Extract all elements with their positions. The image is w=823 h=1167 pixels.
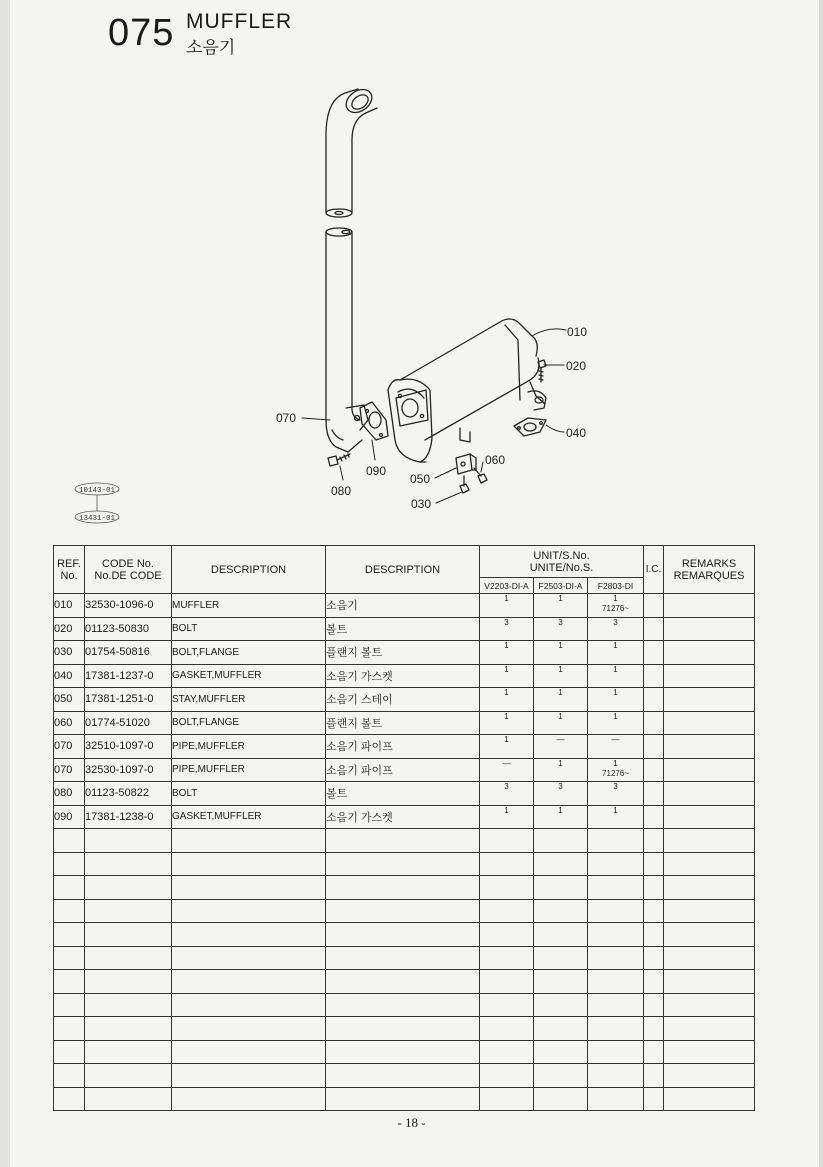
qty-model-1 — [480, 946, 534, 970]
code-no — [85, 946, 172, 970]
parts-table-body — [54, 594, 755, 1111]
description-ko — [326, 946, 480, 970]
remarks-cell — [664, 993, 755, 1017]
description-en: STAY,MUFFLER — [172, 688, 326, 712]
qty-model-1 — [480, 1064, 534, 1088]
gasket-040 — [514, 418, 546, 436]
qty-model-2: — — [534, 735, 588, 759]
header-model-3: F2803-DI — [588, 578, 644, 594]
code-no — [85, 1087, 172, 1111]
qty-model-1: 1 — [480, 664, 534, 688]
ref-no: 060 — [54, 711, 85, 735]
table-row — [54, 711, 755, 735]
qty-model-1: — — [480, 758, 534, 782]
table-row — [54, 876, 755, 900]
table-row — [54, 1040, 755, 1064]
remarks-cell — [664, 805, 755, 829]
header-code: CODE No. No.DE CODE — [85, 546, 172, 594]
ref-no — [54, 923, 85, 947]
qty-model-2 — [534, 1087, 588, 1111]
qty-model-3: 3 — [588, 617, 644, 641]
table-row — [54, 805, 755, 829]
qty-model-3 — [588, 899, 644, 923]
qty-model-2 — [534, 946, 588, 970]
qty-model-1 — [480, 852, 534, 876]
callout-050: 050 — [410, 472, 431, 486]
remarks-cell — [664, 782, 755, 806]
qty-model-1: 1 — [480, 735, 534, 759]
qty-model-2: 3 — [534, 782, 588, 806]
qty-model-3: 1 — [588, 688, 644, 712]
description-en: GASKET,MUFFLER — [172, 664, 326, 688]
code-no — [85, 899, 172, 923]
qty-model-3: 1 — [588, 711, 644, 735]
ref-no: 030 — [54, 641, 85, 665]
description-en: BOLT — [172, 782, 326, 806]
table-row — [54, 970, 755, 994]
remarks-cell — [664, 970, 755, 994]
bolt-030 — [460, 476, 469, 493]
ic-cell — [644, 899, 664, 923]
table-row — [54, 782, 755, 806]
qty-model-1: 1 — [480, 805, 534, 829]
ref-no — [54, 1087, 85, 1111]
code-no: 32530-1097-0 — [85, 758, 172, 782]
ic-cell — [644, 852, 664, 876]
description-ko: 플랜지 볼트 — [326, 641, 480, 665]
qty-model-1 — [480, 876, 534, 900]
ref-no — [54, 876, 85, 900]
ref-no: 090 — [54, 805, 85, 829]
description-en: PIPE,MUFFLER — [172, 758, 326, 782]
qty-model-2 — [534, 852, 588, 876]
qty-model-2 — [534, 829, 588, 853]
table-row — [54, 641, 755, 665]
description-en: BOLT — [172, 617, 326, 641]
code-no: 32510-1097-0 — [85, 735, 172, 759]
description-en — [172, 829, 326, 853]
qty-model-2 — [534, 876, 588, 900]
qty-model-3: 1 71276~ — [588, 594, 644, 618]
section-title-english: MUFFLER — [186, 10, 293, 33]
callout-060: 060 — [485, 453, 506, 467]
qty-model-2: 1 — [534, 688, 588, 712]
remarks-cell — [664, 688, 755, 712]
qty-model-3: 1 — [588, 805, 644, 829]
qty-model-1: 3 — [480, 782, 534, 806]
qty-model-1 — [480, 1087, 534, 1111]
table-row — [54, 1087, 755, 1111]
remarks-cell — [664, 1017, 755, 1041]
remarks-cell — [664, 617, 755, 641]
ref-no — [54, 899, 85, 923]
callout-030: 030 — [411, 497, 432, 511]
qty-model-3: — — [588, 735, 644, 759]
parts-table — [53, 545, 755, 1111]
qty-model-2 — [534, 993, 588, 1017]
callout-080: 080 — [331, 484, 352, 498]
table-row — [54, 735, 755, 759]
qty-model-2 — [534, 923, 588, 947]
callout-090: 090 — [366, 464, 387, 478]
description-ko: 소음기 가스켓 — [326, 664, 480, 688]
remarks-cell — [664, 829, 755, 853]
ic-cell — [644, 923, 664, 947]
qty-model-2: 3 — [534, 617, 588, 641]
ic-cell — [644, 1087, 664, 1111]
qty-model-3 — [588, 1040, 644, 1064]
description-en — [172, 899, 326, 923]
qty-model-2: 1 — [534, 594, 588, 618]
description-en — [172, 1087, 326, 1111]
ref-no — [54, 946, 85, 970]
description-en — [172, 876, 326, 900]
ref-no: 010 — [54, 594, 85, 618]
table-row — [54, 946, 755, 970]
code-no — [85, 970, 172, 994]
stay-050 — [456, 454, 476, 474]
qty-model-2 — [534, 899, 588, 923]
remarks-cell — [664, 594, 755, 618]
remarks-cell — [664, 946, 755, 970]
description-en: GASKET,MUFFLER — [172, 805, 326, 829]
remarks-cell — [664, 664, 755, 688]
qty-model-3 — [588, 993, 644, 1017]
qty-model-3 — [588, 970, 644, 994]
description-ko — [326, 852, 480, 876]
description-ko: 소음기 가스켓 — [326, 805, 480, 829]
code-no — [85, 923, 172, 947]
description-ko — [326, 876, 480, 900]
remarks-cell — [664, 1064, 755, 1088]
ref-no: 020 — [54, 617, 85, 641]
description-en: PIPE,MUFFLER — [172, 735, 326, 759]
ref-no — [54, 1064, 85, 1088]
table-row — [54, 852, 755, 876]
remarks-cell — [664, 876, 755, 900]
ic-cell — [644, 688, 664, 712]
remarks-cell — [664, 735, 755, 759]
ic-cell — [644, 641, 664, 665]
code-no: 01774-51020 — [85, 711, 172, 735]
ic-cell — [644, 805, 664, 829]
qty-model-3: 1 — [588, 664, 644, 688]
table-row — [54, 1017, 755, 1041]
callout-020: 020 — [566, 359, 587, 373]
ref-no: 080 — [54, 782, 85, 806]
description-ko: 플랜지 볼트 — [326, 711, 480, 735]
description-ko — [326, 993, 480, 1017]
qty-model-2 — [534, 970, 588, 994]
ref-no: 050 — [54, 688, 85, 712]
qty-model-1 — [480, 1040, 534, 1064]
remarks-cell — [664, 641, 755, 665]
description-ko: 소음기 스테이 — [326, 688, 480, 712]
header-ic: I.C. — [644, 546, 664, 594]
qty-model-2 — [534, 1040, 588, 1064]
description-en — [172, 970, 326, 994]
code-no — [85, 876, 172, 900]
description-ko — [326, 1040, 480, 1064]
description-en: BOLT,FLANGE — [172, 711, 326, 735]
remarks-cell — [664, 852, 755, 876]
remarks-cell — [664, 1040, 755, 1064]
bolt-060 — [474, 468, 487, 483]
description-ko — [326, 899, 480, 923]
qty-model-3: 1 71276~ — [588, 758, 644, 782]
qty-model-2: 1 — [534, 758, 588, 782]
qty-model-3 — [588, 876, 644, 900]
description-ko — [326, 1087, 480, 1111]
table-row — [54, 923, 755, 947]
qty-model-1 — [480, 829, 534, 853]
remarks-cell — [664, 711, 755, 735]
description-en — [172, 852, 326, 876]
description-ko: 볼트 — [326, 782, 480, 806]
qty-model-3 — [588, 923, 644, 947]
remarks-cell — [664, 758, 755, 782]
ic-cell — [644, 1017, 664, 1041]
code-no — [85, 993, 172, 1017]
code-no — [85, 1017, 172, 1041]
remarks-cell — [664, 1087, 755, 1111]
qty-model-2 — [534, 1064, 588, 1088]
header-model-2: F2503-DI-A — [534, 578, 588, 594]
qty-model-3 — [588, 1017, 644, 1041]
ic-cell — [644, 711, 664, 735]
ic-cell — [644, 782, 664, 806]
ref-no: 040 — [54, 664, 85, 688]
callout-040: 040 — [566, 426, 587, 440]
description-ko — [326, 923, 480, 947]
code-no: 01754-50816 — [85, 641, 172, 665]
qty-model-1: 1 — [480, 688, 534, 712]
description-en — [172, 946, 326, 970]
qty-model-1 — [480, 993, 534, 1017]
serial-note: 71276~ — [602, 768, 629, 778]
description-en — [172, 1017, 326, 1041]
qty-model-3: 1 — [588, 641, 644, 665]
table-row — [54, 993, 755, 1017]
qty-model-1 — [480, 923, 534, 947]
bolt-080 — [328, 454, 350, 466]
table-row — [54, 688, 755, 712]
description-ko: 소음기 파이프 — [326, 758, 480, 782]
description-en: MUFFLER — [172, 594, 326, 618]
ic-cell — [644, 876, 664, 900]
qty-model-3: 3 — [588, 782, 644, 806]
code-no: 17381-1238-0 — [85, 805, 172, 829]
leader-lines — [302, 329, 566, 503]
code-no: 01123-50822 — [85, 782, 172, 806]
table-row — [54, 899, 755, 923]
muffler-body — [388, 319, 546, 462]
serial-note: 71276~ — [602, 604, 629, 613]
ic-cell — [644, 617, 664, 641]
code-no: 17381-1237-0 — [85, 664, 172, 688]
table-row — [54, 617, 755, 641]
remarks-cell — [664, 923, 755, 947]
ic-cell — [644, 946, 664, 970]
table-row — [54, 829, 755, 853]
page-number: - 18 - — [397, 1115, 426, 1130]
code-no: 17381-1251-0 — [85, 688, 172, 712]
ic-cell — [644, 758, 664, 782]
qty-model-2: 1 — [534, 664, 588, 688]
description-en — [172, 923, 326, 947]
tail-pipe-upper — [326, 85, 377, 217]
header-remarks: REMARKS REMARQUES — [664, 546, 755, 594]
ref-no — [54, 1017, 85, 1041]
code-no: 32530-1096-0 — [85, 594, 172, 618]
header-model-1: V2203-DI-A — [480, 578, 534, 594]
qty-model-1: 1 — [480, 594, 534, 618]
description-ko: 소음기 — [326, 594, 480, 618]
ic-cell — [644, 594, 664, 618]
qty-model-2: 1 — [534, 805, 588, 829]
description-en — [172, 1064, 326, 1088]
header-unit: UNIT/S.No. UNITE/No.S. — [480, 546, 644, 578]
description-en — [172, 993, 326, 1017]
description-en: BOLT,FLANGE — [172, 641, 326, 665]
description-ko: 볼트 — [326, 617, 480, 641]
ic-cell — [644, 1064, 664, 1088]
section-title-korean: 소음기 — [186, 38, 236, 58]
description-en — [172, 1040, 326, 1064]
table-row — [54, 664, 755, 688]
qty-model-1 — [480, 899, 534, 923]
ref-no — [54, 970, 85, 994]
code-no — [85, 852, 172, 876]
description-ko — [326, 1064, 480, 1088]
description-ko: 소음기 파이프 — [326, 735, 480, 759]
header-ref: REF. No. — [54, 546, 85, 594]
qty-model-2: 1 — [534, 711, 588, 735]
table-row — [54, 758, 755, 782]
ref-no: 070 — [54, 735, 85, 759]
qty-model-3 — [588, 1087, 644, 1111]
qty-model-2: 1 — [534, 641, 588, 665]
qty-model-3 — [588, 852, 644, 876]
ic-cell — [644, 829, 664, 853]
exploded-parts-diagram — [0, 0, 823, 545]
header-description-ko: DESCRIPTION — [326, 546, 480, 594]
description-ko — [326, 829, 480, 853]
ic-cell — [644, 970, 664, 994]
ic-cell — [644, 735, 664, 759]
ref-code-2: 13431-01 — [79, 515, 116, 523]
callout-070: 070 — [276, 411, 297, 425]
ref-no: 070 — [54, 758, 85, 782]
code-no — [85, 1040, 172, 1064]
ref-code-1: 10143-01 — [79, 487, 116, 495]
qty-model-1 — [480, 970, 534, 994]
code-no — [85, 1064, 172, 1088]
ref-no — [54, 852, 85, 876]
ic-cell — [644, 1040, 664, 1064]
qty-model-3 — [588, 829, 644, 853]
ic-cell — [644, 993, 664, 1017]
qty-model-3 — [588, 1064, 644, 1088]
qty-model-1: 3 — [480, 617, 534, 641]
ic-cell — [644, 664, 664, 688]
qty-model-3 — [588, 946, 644, 970]
qty-model-2 — [534, 1017, 588, 1041]
section-number: 075 — [108, 12, 175, 54]
callout-010: 010 — [567, 325, 588, 339]
ref-no — [54, 1040, 85, 1064]
code-no: 01123-50830 — [85, 617, 172, 641]
table-row — [54, 1064, 755, 1088]
header-description-en: DESCRIPTION — [172, 546, 326, 594]
description-ko — [326, 1017, 480, 1041]
description-ko — [326, 970, 480, 994]
ref-no — [54, 993, 85, 1017]
qty-model-1: 1 — [480, 641, 534, 665]
cross-reference-stamps — [75, 483, 119, 523]
code-no — [85, 829, 172, 853]
remarks-cell — [664, 899, 755, 923]
qty-model-1: 1 — [480, 711, 534, 735]
table-row — [54, 594, 755, 618]
ref-no — [54, 829, 85, 853]
qty-model-1 — [480, 1017, 534, 1041]
